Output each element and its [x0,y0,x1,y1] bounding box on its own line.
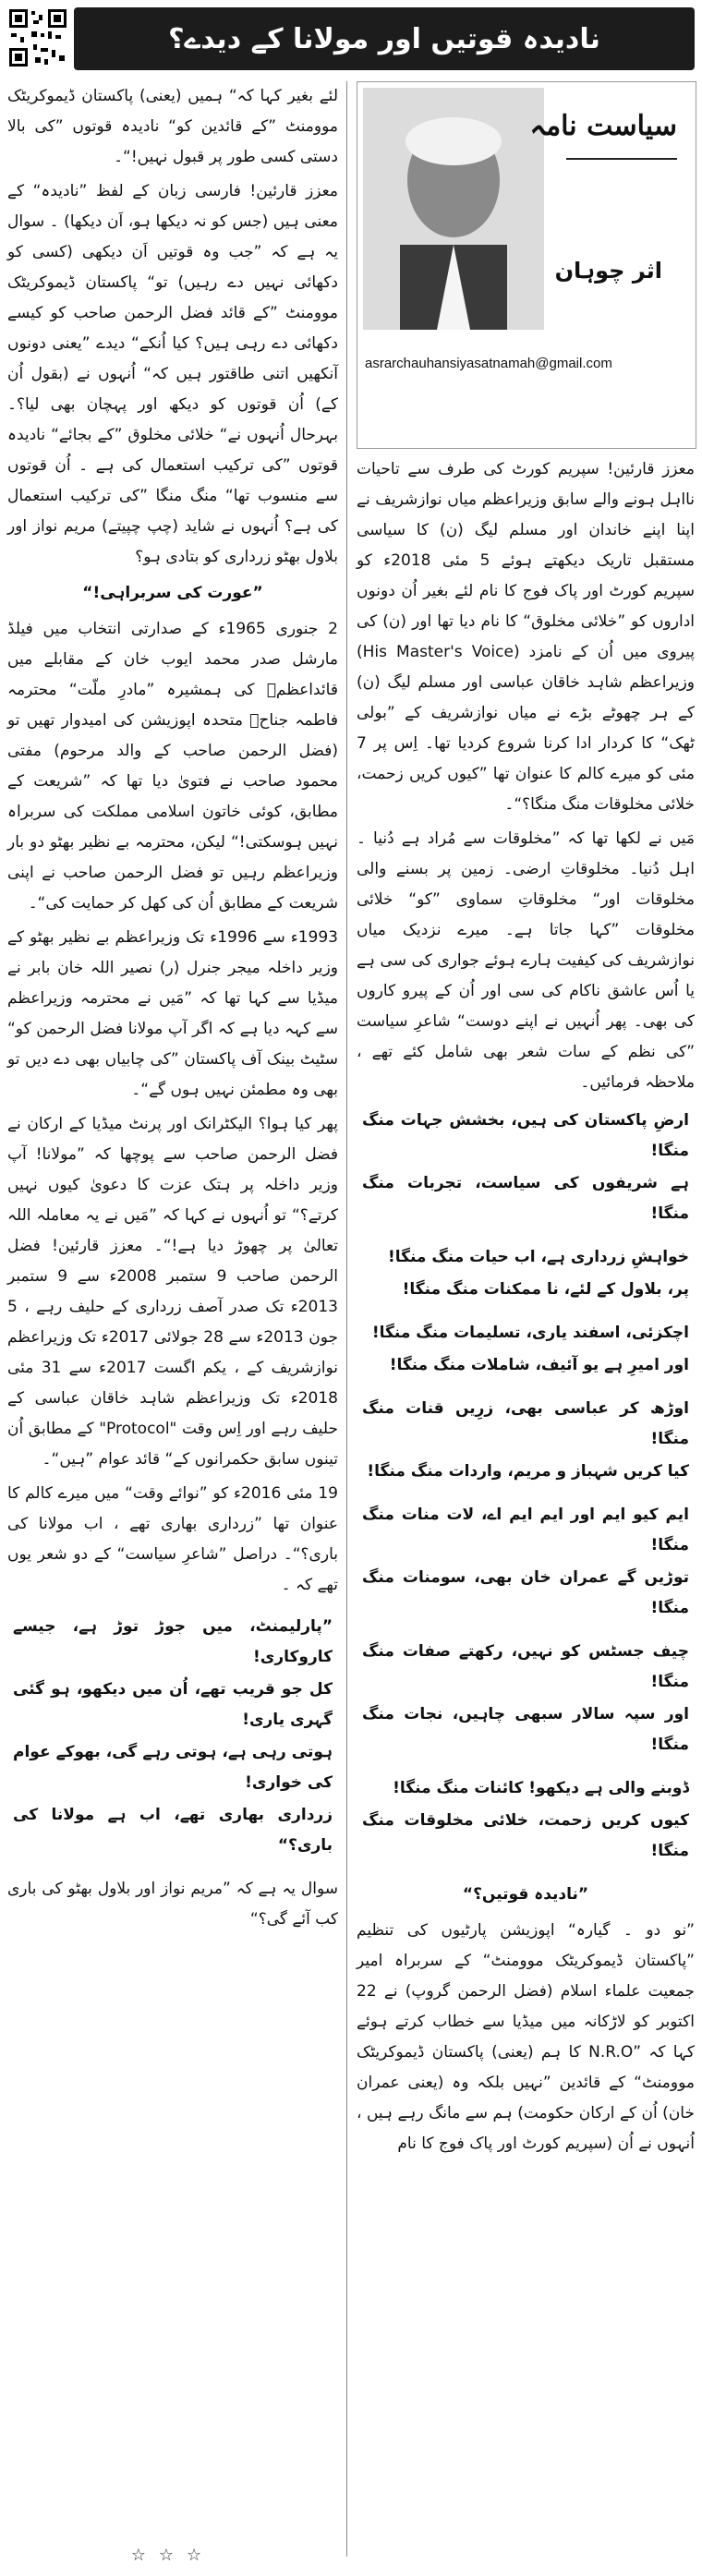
paragraph: لئے بغیر کہا کہ“ ہمیں (یعنی) پاکستان ڈیموکریٹک موومنٹ ”کے قائدین کو“ نادیدہ قوتوں ”کی بالا دستی کسی طور پر قبول نہیں!“۔ [7,87,338,166]
verse-4 [357,1394,695,1487]
qr-code [7,7,68,68]
verse-line: کیوں کریں زحمت، خلائی مخلوقات منگ منگا! [362,1811,689,1860]
headline-title: نادیدہ قوتیں اور مولانا کے دیدے؟ [168,22,600,55]
author-name: اثر چوہان [554,258,662,284]
verse-line: اور امیرِ ہے یو آئیف، شاملات منگ منگا! [389,1356,689,1374]
verse-6 [357,1637,695,1760]
column-divider [346,81,347,2557]
verse-7 [357,1773,695,1867]
paragraph: معزز قارئین! سپریم کورٹ کی طرف سے تاحیات نااہل ہونے والے سابق وزیراعظم میاں نوازشریف نے اپنا اپنے خاندان اور مسلم لیگ (ن) کا سیاسی مستقبل تاریک دیکھتے ہوئے 5 مئی 2018ء کو سپریم کورٹ اور پاک فوج کا نام لئے بغیر اُن دونوں اداروں کو ”خلائی مخلوق“ کا نام دیا تھا اور (ن) کی پیروی میں اُن کے نامزد (His Master's Voice) وزیراعظم شاہد خاقان عباسی اور مسلم لیگ (ن) کے ہر چھوٹے بڑے نے میاں نوازشریف کے ”بولی ٹھک“ کا کردار ادا کرنا شروع کردیا تھا۔ اِس پر 7 مئی کو میرے کالم کا عنوان تھا ”کیوں کریں زحمت، خلائی مخلوقات منگ منگا؟“۔ [357,460,695,814]
paragraph: سوال یہ ہے کہ ”مریم نواز اور بلاول بھٹو کی باری کب آئے گی؟“ [7,1880,338,1929]
verse-line: اچکزئی، اسفند یاری، تسلیمات منگ منگا! [371,1324,689,1342]
article-column-right [357,454,695,2163]
verse-5 [357,1500,695,1624]
verse-line: ایم کیو ایم اور ایم ایم اے، لات منات منگ منگا! [362,1506,689,1554]
verse-line: کیا کریں شہباز و مریم، واردات منگ منگا! [367,1462,689,1481]
column-name-underline [566,158,677,160]
subheading: ”نادیدہ قوتیں؟“ [462,1885,589,1904]
verse-line: ارضِ پاکستان کی ہیں، بخشش جہات منگ منگا! [362,1111,689,1160]
verse-1 [357,1106,695,1229]
poem [7,1608,338,1867]
author-email[interactable]: asrarchauhansiyasatnamah@gmail.com [365,356,612,371]
paragraph: 2 جنوری 1965ء کے صدارتی انتخاب میں فیلڈ مارشل صدر محمد ایوب خان کے مقابلے میں قائداعظمؒ کی ہمشیرہ ”مادرِ ملّت“ محترمہ فاطمہ جناحؒ متحدہ اپوزیشن کی امیدوار تھیں تو (فضل الرحمن صاحب کے والد مرحوم) مفتی محمود صاحب نے فتویٰ دیا تھا کہ ”شریعت کے مطابق، کوئی خاتون اسلامی مملکت کی سربراہ نہیں ہوسکتی!“ لیکن، محترمہ بے نظیر بھٹو دو بار وزیراعظم رہیں تو فضل الرحمن صاحب نے اپنی شریعت کے مطابق اُن کی کھل کر حمایت کی“۔ [7,620,338,913]
column-name: سیاست نامہ [529,110,677,142]
poem-line: زرداری بھاری تھے، اب ہے مولانا کی باری؟“ [13,1806,333,1855]
verse-line: توڑیں گے عمران خان بھی، سومنات منگ منگا! [362,1568,689,1617]
columnist-box [357,81,696,449]
verse-line: اور سپہ سالار سبھی چاہیں، نجات منگ منگا! [362,1705,689,1754]
paragraph: پھر کیا ہوا؟ الیکٹرانک اور پرنٹ میڈیا کے ارکان نے فضل الرحمن صاحب سے پوچھا کہ ”مولانا! آپ وزیر داخلہ پر ہتک عزت کا دعویٰ کیوں نہیں کرتے؟“ تو اُنہوں نے کہا کہ ”مَیں نے یہ معاملہ اللہ تعالیٰ پر چھوڑ دیا ہے!“۔ معزز قارئین! فضل الرحمن صاحب 9 ستمبر 2008ء سے 9 ستمبر 2013ء تک صدر آصف زرداری کے حلیف رہے ، 5 جون 2013ء سے 28 جولائی 2017ء تک وزیراعظم نوازشریف کے ، یکم اگست 2017ء سے 31 مئی 2018ء تک وزیراعظم شاہد خاقان عباسی کے حلیف رہے اور اِس وقت "Protocol" کے مطابق اُن تینوں سابق حکمرانوں کے“ قائد عوام ”ہیں“۔ [7,1115,339,1469]
poem-line: ”پارلیمنٹ، میں جوڑ توڑ ہے، جیسے کاروکاری! [13,1617,333,1666]
author-photo [363,88,544,330]
poem-line: ہوتی رہی ہے، ہوتی رہے گی، بھوکے عوام کی خواری! [13,1743,333,1792]
paragraph: مَیں نے لکھا تھا کہ ”مخلوقات سے مُراد ہے دُنیا ۔ اہل دُنیا۔ مخلوقاتِ ارضی۔ زمین پر بسنے والی مخلوقات اور“ مخلوقاتِ سماوی ”کو“ خلائی مخلوقات ”کہا جاتا ہے۔ میرے نزدیک میاں نوازشریف کی کیفیت ہارے ہوئے جواری کی سی ہے یا اُس عاشق ناکام کی سی اور اُن کے پیرو کاروں کی بھی۔ پھر اُنہیں نے اپنے دوست“ شاعرِ سیاست ”کی نظم کے سات شعر بھی شامل کئے تھے ، ملاحظہ فرمائیں۔ [357,829,695,1092]
verse-line: ہے شریفوں کی سیاست، تجربات منگ منگا! [362,1174,689,1223]
headline-bar [74,7,695,70]
verse-line: چیف جسٹس کو نہیں، رکھتے صفات منگ منگا! [362,1642,689,1691]
poem-line: کل جو قریب تھے، اُن میں دیکھو، ہو گئی گہری یاری! [13,1680,333,1729]
verse-3 [357,1318,695,1381]
end-stars: ☆☆☆ [130,2546,215,2565]
paragraph: ”نو دو ۔ گیارہ“ اپوزیشن پارٹیوں کی تنظیم ”پاکستان ڈیموکریٹک موومنٹ“ کے سربراہ امیر جمعیت علماء اسلام (فضل الرحمن گروپ) نے 22 اکتوبر کو لاڑکانہ میں میڈیا سے خطاب کرتے ہوئے کہا کہ ”N.R.O کا ہم (یعنی) پاکستان ڈیموکریٹک موومنٹ“ کے قائدین ”نہیں بلکہ وہ (یعنی عمران خان) اُن کے ارکان حکومت) ہم سے مانگ رہے ہیں ، اُنہوں نے اُن (سپریم کورٹ اور پاک فوج کا نام [357,1921,696,2153]
verse-2 [357,1242,695,1305]
paragraph: 19 مئی 2016ء کو ”نوائے وقت“ میں میرے کالم کا عنوان تھا ”زرداری بھاری تھے ، اب مولانا کی باری؟“۔ دراصل ”شاعرِ سیاست“ کے دو شعر یوں تھے کہ ۔ [7,1484,338,1594]
subheading: ”عورت کی سربراہی!“ [82,584,263,602]
verse-line: اوڑھ کر عباسی بھی، زرِیں قنات منگ منگا! [362,1399,689,1448]
article-column-left [7,81,338,1939]
paragraph: معزز قارئین! فارسی زبان کے لفظ ”نادیدہ“ کے معنی ہیں (جس کو نہ دیکھا ہو، اَن دیکھا) ۔ سوال یہ ہے کہ ”جب وہ قوتیں اَن دیکھی (کسی کو دکھائی نہیں دے رہیں) تو“ پاکستان ڈیموکریٹک موومنٹ ”کے قائد فضل الرحمن صاحب کو کیسے دکھائی دے رہی ہیں؟ کیا اُنکے“ دیدے ”یعنی دونوں آنکھیں اتنی طاقتور ہیں کہ“ اُنہوں نے (بقول اُن کے) اُن قوتوں کو دیکھ اور پہچان بھی لیا؟۔ بہرحال اُنہوں نے“ خلائی مخلوق ”کے بجائے“ نادیدہ قوتوں ”کی ترکیب استعمال کی ہے ۔ اُن قوتوں سے منسوب تھا“ منگ منگا ”کی ترکیب استعمال کی ہے؟ اُنہوں نے شاید (چپ چپیتے) مریم نواز اور بلاول بھٹو زرداری کو بتادی ہو؟ [7,182,338,566]
paragraph: 1993ء سے 1996ء تک وزیراعظم بے نظیر بھٹو کے وزیر داخلہ میجر جنرل (ر) نصیر اللہ خان بابر نے میڈیا سے کہا تھا کہ ”مَیں نے محترمہ وزیراعظم سے کہہ دیا ہے کہ اگر آپ مولانا فضل الرحمن کو“ سٹیٹ بینک آف پاکستان ”کی چابیاں بھی دے دیں تو بھی وہ مطمئن نہیں ہوں گے“۔ [7,928,338,1099]
verse-line: پر، بلاول کے لئے، نا ممکنات منگ منگا! [402,1280,689,1299]
verse-line: خواہشِ زرداری ہے، اب حیات منگ منگا! [387,1248,689,1266]
verse-line: ڈوبنے والی ہے دیکھو! کائنات منگ منگا! [393,1779,689,1797]
